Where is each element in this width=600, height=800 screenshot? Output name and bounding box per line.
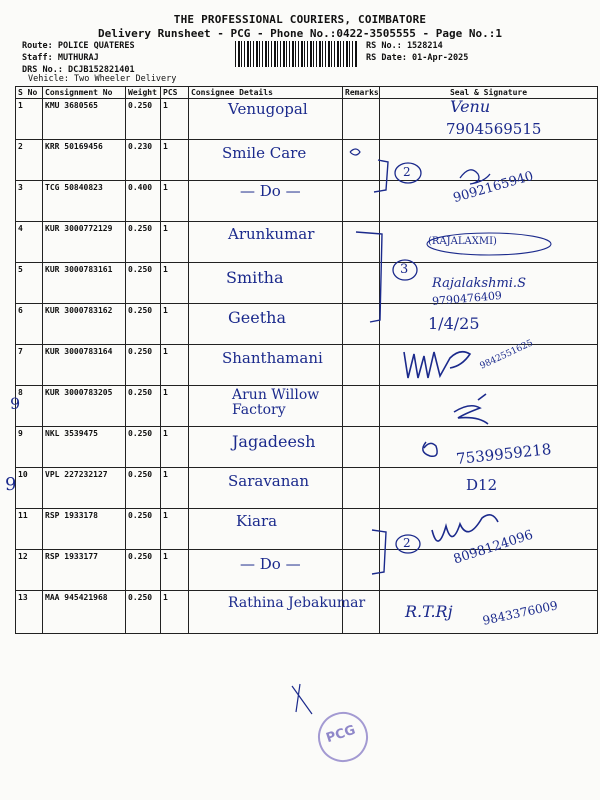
row-sno: 1 — [16, 99, 43, 140]
row-consignment-no: KMU 3680565 — [43, 99, 126, 140]
row-pcs: 1 — [161, 222, 189, 263]
col-sno: S No — [16, 87, 43, 99]
vehicle-label: Vehicle: Two Wheeler Delivery — [28, 74, 177, 84]
row-sno: 5 — [16, 263, 43, 304]
row-sno: 12 — [16, 550, 43, 591]
row-sno: 13 — [16, 591, 43, 634]
row-weight: 0.230 — [126, 140, 161, 181]
handwritten-phone: 9092165940 — [451, 168, 536, 207]
row-weight: 0.400 — [126, 181, 161, 222]
handwritten-phone: 9843376009 — [481, 598, 559, 628]
row-weight: 0.250 — [126, 99, 161, 140]
row-consignment-no: KRR 50169456 — [43, 140, 126, 181]
signature-scribble — [423, 442, 437, 456]
row-sno: 11 — [16, 509, 43, 550]
handwritten-signature: D12 — [466, 476, 498, 494]
handwritten-phone: 8098124096 — [451, 527, 536, 568]
row-consignment-no: KUR 3000783161 — [43, 263, 126, 304]
row-consignment-no: MAA 945421968 — [43, 591, 126, 634]
row-pcs: 1 — [161, 509, 189, 550]
rs-number: RS No.: 1528214 — [366, 41, 443, 51]
row-weight: 0.250 — [126, 509, 161, 550]
row-pcs: 1 — [161, 468, 189, 509]
handwritten-consignee: Kiara — [236, 512, 278, 530]
bracket-mark — [372, 530, 386, 574]
handwritten-consignee: Saravanan — [228, 472, 310, 490]
row-sno: 4 — [16, 222, 43, 263]
check-mark: 9 — [10, 394, 21, 413]
row-sno: 2 — [16, 140, 43, 181]
row-pcs: 1 — [161, 140, 189, 181]
row-pcs: 1 — [161, 550, 189, 591]
row-weight: 0.250 — [126, 427, 161, 468]
row-weight: 0.250 — [126, 386, 161, 427]
row-pcs: 1 — [161, 427, 189, 468]
handwritten-phone: 9842551625 — [478, 338, 535, 372]
name-ring — [427, 233, 551, 255]
route-label: Route: POLICE QUATERES — [22, 41, 135, 51]
row-consignment-no: KUR 3000772129 — [43, 222, 126, 263]
row-pcs: 1 — [161, 591, 189, 634]
handwritten-consignee: — Do — — [240, 182, 301, 200]
handwritten-consignee: Arunkumar — [228, 225, 315, 243]
col-pcs: PCS — [161, 87, 189, 99]
handwritten-phone: 7539959218 — [455, 440, 553, 468]
row-consignment-no: VPL 227232127 — [43, 468, 126, 509]
signature-scribble — [432, 515, 498, 541]
circled-number: 2 — [403, 165, 411, 179]
row-pcs: 1 — [161, 386, 189, 427]
handwritten-consignee: Geetha — [228, 308, 286, 327]
row-sno: 3 — [16, 181, 43, 222]
row-consignment-no: NKL 3539475 — [43, 427, 126, 468]
handwritten-signature: Venu — [450, 97, 491, 116]
row-pcs: 1 — [161, 345, 189, 386]
handwritten-signature: Rajalakshmi.S — [432, 276, 526, 291]
row-pcs: 1 — [161, 181, 189, 222]
row-sno: 7 — [16, 345, 43, 386]
row-consignment-no: KUR 3000783205 — [43, 386, 126, 427]
circled-number: 3 — [400, 262, 409, 277]
handwritten-signature: (RAJALAXMI) — [428, 236, 497, 247]
cross-mark — [292, 684, 312, 714]
col-weight: Weight — [126, 87, 161, 99]
signature-scribble — [460, 170, 490, 184]
row-weight: 0.250 — [126, 304, 161, 345]
signature-scribble — [454, 394, 488, 424]
handwritten-consignee: Jagadeesh — [232, 432, 316, 451]
row-sno: 10 — [16, 468, 43, 509]
row-weight: 0.250 — [126, 222, 161, 263]
row-pcs: 1 — [161, 304, 189, 345]
bracket-mark — [356, 232, 382, 322]
handwritten-signature: 1/4/25 — [428, 314, 480, 333]
row-sno: 6 — [16, 304, 43, 345]
rs-date: RS Date: 01-Apr-2025 — [366, 53, 469, 63]
row-consignment-no: TCG 50840823 — [43, 181, 126, 222]
company-title: THE PROFESSIONAL COURIERS, COIMBATORE — [173, 13, 427, 26]
circled-number: 2 — [403, 536, 411, 550]
row-pcs: 1 — [161, 99, 189, 140]
row-weight: 0.250 — [126, 468, 161, 509]
stamp-text: PCG — [324, 722, 358, 747]
row-consignment-no: KUR 3000783162 — [43, 304, 126, 345]
handwritten-consignee: Smitha — [226, 268, 284, 287]
row-weight: 0.250 — [126, 263, 161, 304]
staff-label: Staff: MUTHURAJ — [22, 53, 99, 63]
handwritten-signature: R.T.Rj — [405, 602, 453, 621]
drs-number: DRS No.: DCJB152821401 — [22, 65, 135, 75]
handwritten-phone: 9790476409 — [431, 288, 503, 309]
handwritten-consignee: — Do — — [240, 555, 301, 573]
col-remarks: Remarks — [343, 87, 380, 99]
handwritten-consignee: Rathina Jebakumar — [228, 595, 366, 611]
check-mark: 9 — [5, 474, 17, 495]
row-consignment-no: RSP 1933177 — [43, 550, 126, 591]
col-signature: Seal & Signature — [380, 87, 598, 99]
handwritten-consignee: Smile Care — [222, 144, 307, 162]
row-consignment-no: RSP 1933178 — [43, 509, 126, 550]
row-weight: 0.250 — [126, 591, 161, 634]
handwritten-consignee: Shanthamani — [222, 349, 323, 367]
signature-scribble — [404, 352, 470, 378]
row-weight: 0.250 — [126, 550, 161, 591]
col-consignee: Consignee Details — [189, 87, 343, 99]
row-sno: 9 — [16, 427, 43, 468]
scribble — [350, 149, 360, 155]
row-pcs: 1 — [161, 263, 189, 304]
row-sno: 8 — [16, 386, 43, 427]
handwritten-consignee: Arun Willow Factory — [232, 387, 320, 418]
row-consignment-no: KUR 3000783164 — [43, 345, 126, 386]
handwritten-phone: 7904569515 — [446, 120, 542, 138]
row-weight: 0.250 — [126, 345, 161, 386]
bracket-mark — [374, 160, 388, 192]
col-consignment: Consignment No — [43, 87, 126, 99]
runsheet-subtitle: Delivery Runsheet - PCG - Phone No.:0422-3505555 - Page No.:1 — [98, 27, 502, 40]
handwritten-consignee: Venugopal — [228, 100, 308, 118]
